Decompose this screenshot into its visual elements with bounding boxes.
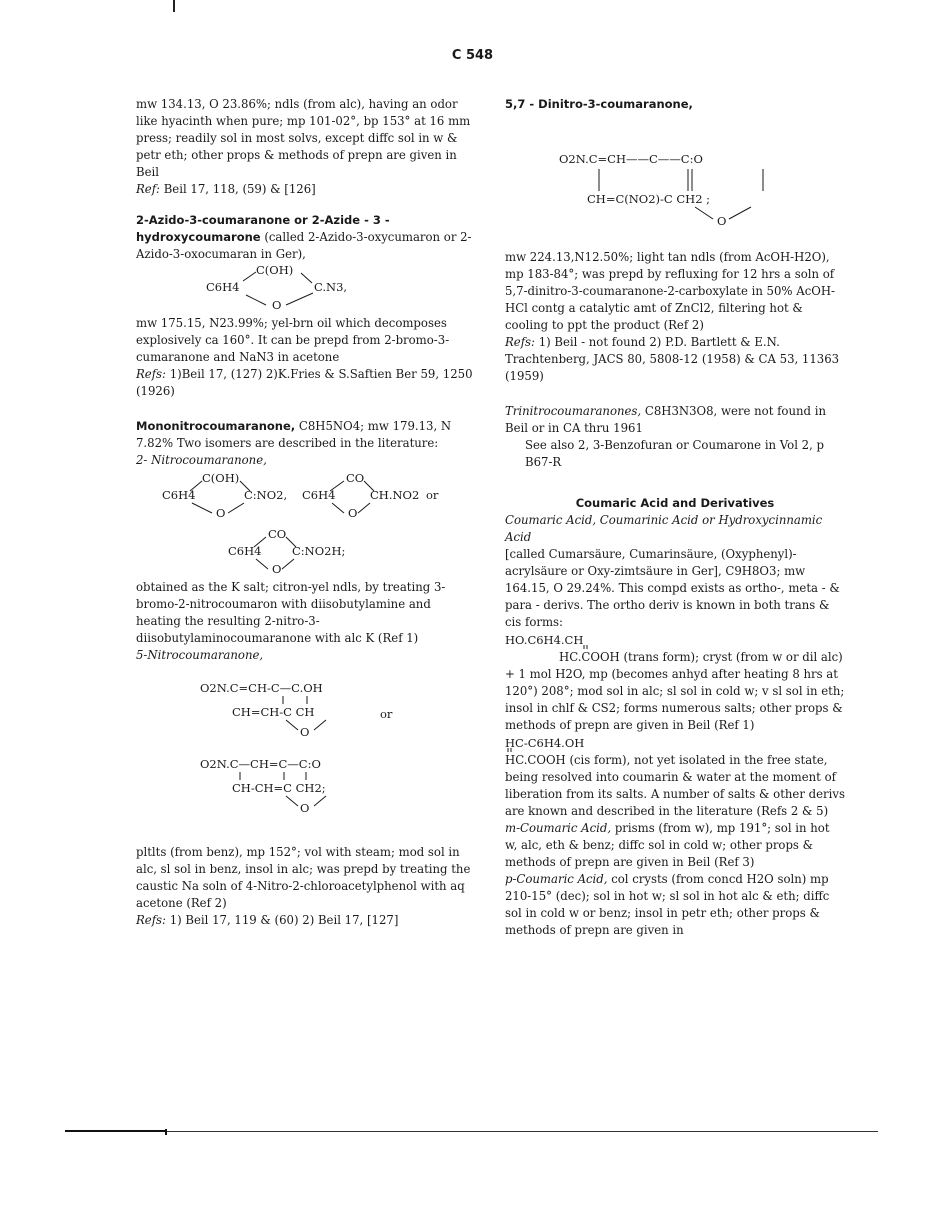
footer-rule-thick [65, 1130, 165, 1132]
left-column [136, 96, 478, 929]
struct-label: C6H4 [162, 488, 196, 502]
trans-entry: HC.COOH (trans form); cryst (from w or dil alc) + 1 mol H2O, mp (becomes anhyd after heating 8 hrs at 120°) 208°; mod sol in alc; sl sol in cold w; v sl sol in eth; insol in chlf & CS2; forms numerous salts; other props & methods of prepn are given in Beil (Ref 1) [505, 650, 845, 732]
mono-body: obtained as the K salt; citron-yel ndls, by treating 3-bromo-2-nitrocoumaron with diisobutylamine and heating the resulting 2-nitro-3-diisobutylaminocoumaranone with alc K (Ref 1) [136, 580, 446, 645]
struct-label: CO [268, 527, 287, 541]
coumaric-alt-names: Coumaric Acid, Coumarinic Acid or Hydroxycinnamic Acid [505, 513, 823, 544]
footer-rule [65, 1131, 878, 1132]
bond-line [286, 537, 296, 547]
bond-line [192, 503, 212, 513]
bond-line [282, 559, 294, 569]
struct-label: C:NO2, [244, 488, 288, 502]
struct-label: CH-CH=C CH2; [232, 781, 326, 795]
dinitro-heading: 5,7 - Dinitro-3-coumaranone, [505, 97, 693, 111]
azido-refs: Refs: 1)Beil 17, (127) 2)K.Fries & S.Saftien Ber 59, 1250 (1926) [136, 367, 473, 398]
dinitro-structure [505, 113, 845, 231]
nitro5-structure-keto [136, 754, 478, 820]
azido-entry: 2-Azido-3-coumaranone or 2-Azide - 3 - hydroxycoumarone (called 2-Azido-3-oxycumaron or 2-Azido-3-oxocumaran in Ger), [136, 213, 472, 261]
struct-label: C:NO2H; [292, 544, 346, 558]
right-column [505, 96, 845, 939]
see-also-note: See also 2, 3-Benzofuran or Coumarone in Vol 2, p B67-R [525, 438, 825, 469]
mono-isomer-label: 2- Nitrocoumaranone, [136, 453, 267, 467]
coumaric-intro: [called Cumarsäure, Cumarinsäure, (Oxyphenyl)-acrylsäure or Oxy-zimtsäure in Ger], C9H8O3; mw 164.15, O 29.24%. This compd exists as ortho-, meta - & para - derivs. The ortho deriv is known in both trans & cis forms: [505, 547, 840, 629]
bond-line [332, 503, 344, 513]
struct-label: CH=C(NO2)-C CH2 ; [587, 192, 711, 206]
bond-line [286, 293, 313, 305]
struct-label: O [717, 214, 727, 228]
struct-label: C(OH) [202, 471, 240, 485]
para-entry: p-Coumaric Acid, col crysts (from concd H2O soln) mp 210-15° (dec); sol in hot w; sl sol in hot alc & eth; diffc sol in cold w or benz; insol in petr eth; other props & methods of prepn are given in [505, 872, 830, 937]
bond-line [246, 295, 266, 305]
or-label: or [380, 707, 393, 721]
struct-label: C.N3, [314, 280, 348, 294]
mono-entry: Mononitrocoumaranone, C8H5NO4; mw 179.13, N 7.82% Two isomers are described in the literature: [136, 419, 452, 450]
struct-label: C6H4 [302, 488, 336, 502]
nitro5-refs: Refs: 1) Beil 17, 119 & (60) 2) Beil 17, [127] [136, 913, 399, 927]
nitro5-structure-enol [136, 678, 478, 744]
nitro5-body: pltlts (from benz), mp 152°; vol with steam; mod sol in alc, sl sol in benz, insol in alc; was prepd by treating the caustic Na soln of 4-Nitro-2-chloroacetylphenol with aq acetone (Ref 2) [136, 845, 471, 910]
struct-label: C(OH) [256, 263, 294, 277]
dinitro-refs: Refs: 1) Beil - not found 2) P.D. Bartlett & E.N. Trachtenberg, JACS 80, 5808-12 (1958) & CA 53, 11363 (1959) [505, 335, 840, 383]
bond-line [286, 720, 298, 730]
struct-label: CH=CH-C CH [232, 705, 315, 719]
dinitro-body: mw 224.13,N12.50%; light tan ndls (from AcOH-H2O), mp 183-84°; was prepd by refluxing for 12 hrs a soln of 5,7-dinitro-3-coumaranone-2-carboxylate in 50% AcOH-HCl contg a catalytic amt of ZnCl2, filtering hot & cooling to ppt the product (Ref 2) [505, 250, 835, 332]
struct-label: C6H4 [206, 280, 240, 294]
struct-label: O2N.C=CH——C——C:O [559, 152, 703, 166]
struct-label: O [216, 506, 226, 520]
or-label: or [426, 488, 439, 502]
bond-line [729, 207, 751, 219]
struct-label: HC-C6H4.OH [505, 736, 585, 750]
nitro5-label: 5-Nitrocoumaranone, [136, 648, 264, 662]
struct-label: O [272, 562, 282, 576]
struct-label: CO [346, 471, 365, 485]
bond-line [364, 481, 374, 491]
bond-line [314, 720, 326, 730]
struct-label: O [348, 506, 358, 520]
azido-heading: 2-Azido-3-coumaranone or 2-Azide - 3 - hydroxycoumarone [136, 213, 390, 244]
cis-structure [505, 734, 845, 752]
intro-reference: Ref: Beil 17, 118, (59) & [126] [136, 182, 316, 196]
mononitro-structure-acid [136, 525, 478, 579]
bond-line [228, 503, 244, 513]
bond-line [286, 796, 298, 806]
cis-entry: HC.COOH (cis form), not yet isolated in the free state, being resolved into coumarin & water at the moment of liberation from its salts. A number of salts & other derivs are known and described in the literature (Refs 2 & 5) [505, 753, 845, 818]
bond-line [243, 272, 256, 281]
struct-label: CH.NO2 [370, 488, 420, 502]
bond-line [301, 273, 312, 283]
azido-body: mw 175.15, N23.99%; yel-brn oil which decomposes explosively ca 160°. It can be prepd from 2-bromo-3-cumaranone and NaN3 in acetone [136, 316, 450, 364]
footer-rule-tick [165, 1129, 167, 1135]
struct-label: O [272, 298, 282, 312]
struct-label: HO.C6H4.CH [505, 633, 584, 647]
mono-heading: Mononitrocoumaranone, [136, 419, 296, 433]
bond-line [695, 207, 713, 219]
mononitro-structures-row [136, 469, 478, 525]
bond-line [314, 796, 326, 806]
coumaric-heading: Coumaric Acid and Derivatives [575, 496, 775, 510]
struct-label: O2N.C=CH-C—C.OH [200, 681, 323, 695]
struct-label: O2N.C—CH=C—C:O [200, 757, 321, 771]
azido-structure [136, 263, 478, 315]
trans-structure [505, 631, 845, 649]
struct-label: C6H4 [228, 544, 262, 558]
page-number: C 548 [451, 48, 494, 63]
bond-line [256, 559, 268, 569]
struct-label: O [300, 725, 310, 739]
struct-label: O [300, 801, 310, 815]
bond-line [358, 503, 370, 513]
corner-mark [173, 0, 175, 12]
bond-line [330, 481, 344, 491]
meta-entry: m-Coumaric Acid, prisms (from w), mp 191°; sol in hot w, alc, eth & benz; diffc sol in cold w; other props & methods of prepn are given in Beil (Ref 3) [505, 821, 830, 869]
trinitro-note: Trinitrocoumaranones, C8H3N3O8, were not found in Beil or in CA thru 1961 [505, 404, 826, 435]
intro-paragraph: mw 134.13, O 23.86%; ndls (from alc), having an odor like hyacinth when pure; mp 101-02°, bp 153° at 16 mm press; readily sol in most solvs, except diffc sol in w & petr eth; other props & methods of prepn are given in Beil [136, 97, 471, 179]
bond-line [190, 481, 202, 491]
